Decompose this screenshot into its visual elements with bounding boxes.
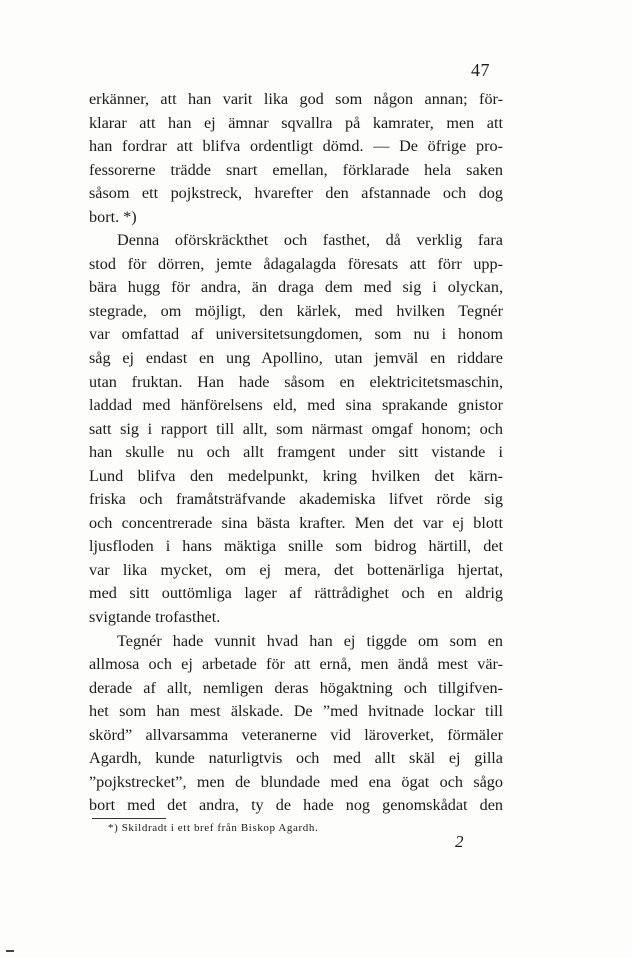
text-line: fessorerne trädde snart emellan, förklarade hela saken [89, 160, 503, 179]
text-line: skörd” allvarsamma veteranerne vid läroverket, förmäler [89, 725, 503, 744]
text-line: bära hugg för andra, än draga dem med sig i olyckan, [89, 278, 503, 297]
text-line: friska och framåtsträfvande akademiska lifvet rörde sig [89, 490, 503, 509]
text-line: han fordrar att blifva ordentligt dömd. — De öfrige pro- [89, 137, 503, 156]
text-line: ljusfloden i hans mäktiga snille som bidrog härtill, det [89, 537, 503, 556]
text-line: derade af allt, nemligen deras högaktning och tillgifven- [89, 678, 503, 697]
text-line: bort. *) [89, 207, 137, 226]
text-line: med sitt outtömliga lager af rättrådighet och en aldrig [89, 584, 503, 603]
signature-mark: 2 [455, 832, 464, 851]
footnote: *) Skildradt i ett bref från Biskop Agardh. [108, 822, 319, 834]
text-line: och concentrerade sina bästa krafter. Men det var ej blott [89, 513, 503, 532]
edge-mark [6, 950, 14, 952]
text-line: Denna oförskräckthet och fasthet, då verklig fara [117, 231, 503, 250]
text-line: Agardh, kunde naturligtvis och med allt skäl ej gilla [89, 749, 503, 768]
text-line: satt sig i rapport till allt, som närmast omgaf honom; och [89, 419, 503, 438]
text-line: Lund blifva den medelpunkt, kring hvilken det kärn- [89, 466, 503, 485]
text-line: bort med det andra, ty de hade nog genomskådat den [89, 796, 503, 815]
text-line: såg ej endast en ung Apollino, utan jemväl en riddare [89, 349, 503, 368]
text-line: laddad med hänförelsens eld, med sina sprakande gnistor [89, 396, 503, 415]
text-line: utan fruktan. Han hade såsom en elektricitetsmaschin, [89, 372, 503, 391]
text-line: ”pojkstrecket”, men de blundade med ena ögat och sågo [89, 772, 503, 791]
text-line: svigtande trofasthet. [89, 608, 221, 627]
text-line: het som han mest älskade. De ”med hvitnade lockar till [89, 702, 503, 721]
text-line: erkänner, att han varit lika god som någon annan; för- [89, 90, 503, 108]
text-line: var lika mycket, om ej mera, det bottenärliga hjertat, [89, 560, 503, 579]
text-line: stegrade, om möjligt, den kärlek, med hvilken Tegnér [89, 301, 503, 320]
footnote-rule [92, 818, 166, 819]
text-line: klarar att han ej ämnar sqvallra på kamrater, men att [89, 113, 503, 132]
text-line: han skulle nu och allt framgent under sitt vistande i [89, 443, 503, 462]
text-line: såsom ett pojkstreck, hvarefter den afstannade och dog [89, 184, 503, 203]
text-line: allmosa och ej arbetade för att ernå, men ändå mest vär- [89, 655, 503, 674]
text-line: var omfattad af universitetsungdomen, som nu i honom [89, 325, 503, 344]
body-text [89, 88, 503, 818]
page-number: 47 [471, 60, 490, 80]
text-line: Tegnér hade vunnit hvad han ej tiggde om som en [117, 631, 503, 650]
text-line: stod för dörren, jemte ådagalagda föresats att förr upp- [89, 254, 503, 273]
